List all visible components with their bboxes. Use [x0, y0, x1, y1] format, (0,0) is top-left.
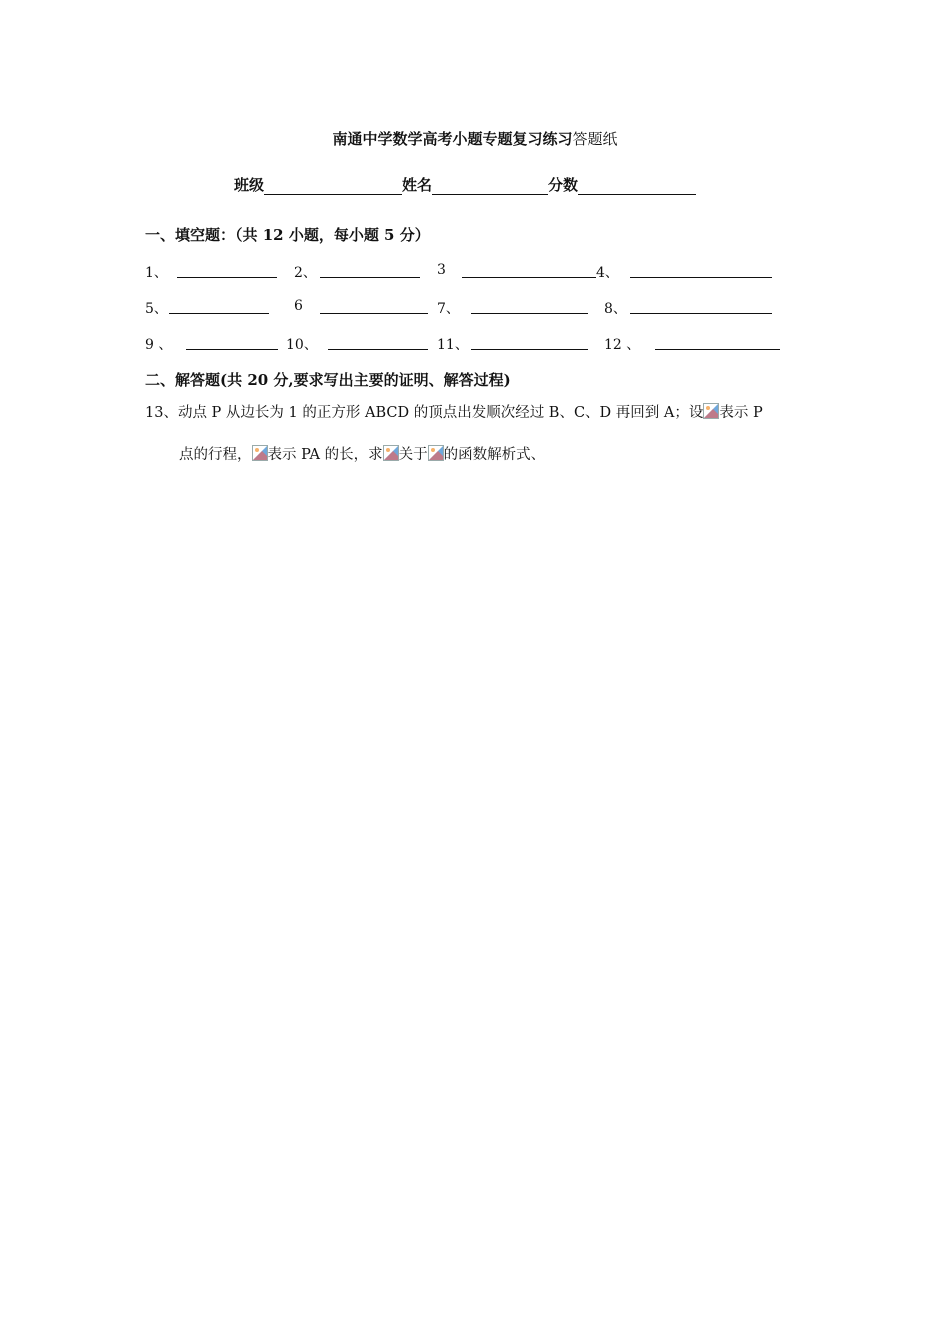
answer-blank[interactable] — [320, 277, 420, 278]
q13-text: 13、动点 P 从边长为 1 的正方形 ABCD 的顶点出发顺次经过 B、C、D 再回到 A；设 — [145, 405, 704, 421]
question-number: 6 — [294, 298, 303, 314]
question-number: 11、 — [437, 337, 469, 353]
q13-text: 点的行程， — [179, 447, 252, 463]
question-13-line-2 — [179, 443, 545, 464]
class-field[interactable] — [264, 178, 402, 195]
answer-blank[interactable] — [630, 277, 772, 278]
answer-row — [145, 298, 805, 318]
question-number: 12 、 — [604, 337, 641, 353]
question-number: 10、 — [286, 337, 318, 353]
title-normal: 答题纸 — [572, 130, 618, 148]
score-field[interactable] — [578, 178, 696, 195]
question-number: 8、 — [604, 301, 627, 317]
answer-blank[interactable] — [471, 313, 588, 314]
page-title — [0, 128, 950, 149]
score-label: 分数 — [548, 176, 579, 194]
answer-blank[interactable] — [169, 313, 269, 314]
question-number: 4、 — [596, 265, 619, 281]
question-number: 3 — [437, 262, 446, 278]
student-info-line — [234, 174, 696, 195]
broken-image-icon — [383, 445, 399, 461]
section-fill-in-heading: 一、填空题：（共 12 小题，每小题 5 分） — [145, 226, 430, 244]
title-bold: 南通中学数学高考小题专题复习练习 — [332, 130, 573, 148]
q13-text: 的函数解析式、 — [443, 447, 546, 463]
answer-blank[interactable] — [328, 349, 428, 350]
name-field[interactable] — [432, 178, 548, 195]
q13-text: 表示 PA 的长，求 — [267, 447, 383, 463]
class-label: 班级 — [234, 176, 265, 194]
answer-blank[interactable] — [186, 349, 278, 350]
question-number: 9 、 — [145, 337, 173, 353]
answer-blank[interactable] — [320, 313, 428, 314]
q13-text: 表示 P — [719, 405, 763, 421]
answer-row — [145, 262, 805, 282]
question-number: 1、 — [145, 265, 168, 281]
answer-blank[interactable] — [177, 277, 277, 278]
answer-blank[interactable] — [462, 277, 596, 278]
section-solution-heading: 二、解答题(共 20 分,要求写出主要的证明、解答过程) — [145, 371, 511, 389]
question-number: 5、 — [145, 301, 168, 317]
broken-image-icon — [428, 445, 444, 461]
answer-blank[interactable] — [471, 349, 588, 350]
answer-row — [145, 334, 805, 354]
name-label: 姓名 — [402, 176, 433, 194]
answer-blank[interactable] — [630, 313, 772, 314]
q13-text: 关于 — [398, 447, 428, 463]
question-number: 7、 — [437, 301, 460, 317]
broken-image-icon — [252, 445, 268, 461]
question-13-line-1 — [145, 401, 763, 422]
broken-image-icon — [703, 403, 719, 419]
question-number: 2、 — [294, 265, 317, 281]
answer-blank[interactable] — [655, 349, 780, 350]
